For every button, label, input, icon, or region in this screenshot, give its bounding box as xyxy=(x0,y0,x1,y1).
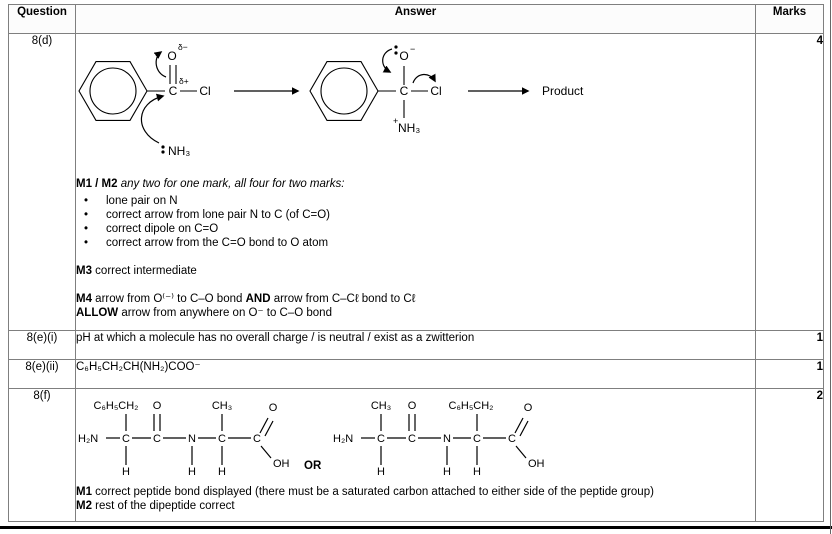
intermediate-carbon-label: C xyxy=(399,84,409,98)
h-label: H xyxy=(122,466,130,478)
marking-points-list xyxy=(76,194,755,250)
c3-label: C xyxy=(473,433,482,445)
h-label: H xyxy=(188,466,196,478)
m1-m2-criteria: any two for one mark, all four for two marks: xyxy=(117,178,345,190)
dipeptide-structure-b xyxy=(331,395,549,481)
list-item: • lone pair on N xyxy=(76,194,755,208)
m1-line xyxy=(76,485,755,499)
question-number-8f: 8(f) xyxy=(9,389,76,522)
page-bottom-rule xyxy=(0,526,832,529)
question-number-8d: 8(d) xyxy=(9,34,76,331)
allow-line xyxy=(76,306,755,320)
chlorine-label: Cl xyxy=(199,84,211,98)
h-label: H xyxy=(473,466,482,478)
m1-text: correct peptide bond displayed (there must be a saturated carbon attached to either side of the peptide group) xyxy=(91,486,654,498)
m3-code: M3 xyxy=(76,265,92,277)
m2-code: M2 xyxy=(76,500,92,512)
curly-arrow-o-to-co-bond xyxy=(383,49,392,72)
reaction-mechanism-diagram xyxy=(76,39,616,167)
c4-label: C xyxy=(508,433,517,445)
curly-arrow-ccl-to-cl xyxy=(413,74,435,83)
table-row-8f xyxy=(9,389,824,522)
m4-line xyxy=(76,292,755,306)
benzene-ring-intermediate xyxy=(310,62,396,121)
answer-cell-8ei: pH at which a molecule has no overall charge / is neutral / exist as a zwitterion xyxy=(76,331,756,360)
mark-scheme-table xyxy=(8,4,824,522)
amine-label: H₂N xyxy=(333,433,354,445)
dipeptide-structure-a xyxy=(76,395,294,481)
m4-code: M4 xyxy=(76,293,92,305)
delta-minus-label: δ− xyxy=(178,42,188,52)
c3-label: C xyxy=(218,433,226,445)
side-chain-1-label: C₆H₅CH₂ xyxy=(93,400,139,412)
m4-text-1: arrow from O⁽⁻⁾ to C–O bond xyxy=(91,293,246,305)
h-label: H xyxy=(377,466,386,478)
m2-line xyxy=(76,499,755,513)
marks-column-header: Marks xyxy=(756,5,824,34)
question-number-8ei: 8(e)(i) xyxy=(9,331,76,360)
oxygen-label: O xyxy=(167,49,177,63)
m4-and: AND xyxy=(245,293,271,305)
n-label: N xyxy=(188,433,196,445)
oxygen-negative-charge: − xyxy=(410,44,416,54)
marks-value-8ei: 1 xyxy=(756,331,824,360)
c2-label: C xyxy=(153,433,161,445)
m1-m2-code: M1 / M2 xyxy=(76,178,118,190)
marks-value-8eii: 1 xyxy=(756,360,824,389)
question-column-header: Question xyxy=(9,5,76,34)
product-label: Product xyxy=(542,84,584,98)
question-number-8eii: 8(e)(ii) xyxy=(9,360,76,389)
list-item: • correct arrow from lone pair N to C (of C=O) xyxy=(76,208,755,222)
answer-cell-8d xyxy=(76,34,756,331)
marks-value-8f: 2 xyxy=(756,389,824,522)
c2-label: C xyxy=(408,433,417,445)
m2-text: rest of the dipeptide correct xyxy=(91,500,235,512)
page-right-rule xyxy=(830,0,831,534)
delta-plus-label: δ+ xyxy=(179,76,189,86)
c1-label: C xyxy=(377,433,386,445)
side-chain-1-label: CH₃ xyxy=(371,400,392,412)
h-label: H xyxy=(218,466,226,478)
marks-value-8d: 4 xyxy=(756,34,824,331)
ammonium-label: NH₃ xyxy=(398,121,421,135)
intermediate-chlorine-label: Cl xyxy=(430,84,442,98)
acid-o-label: O xyxy=(523,402,533,414)
c4-label: C xyxy=(253,433,261,445)
benzene-ring xyxy=(79,62,165,121)
ammonia-lone-pair-icon xyxy=(161,145,164,153)
list-item: • correct dipole on C=O xyxy=(76,222,755,236)
carbonyl-o-label: O xyxy=(152,400,162,412)
m1-code: M1 xyxy=(76,486,92,498)
m3-line xyxy=(76,264,755,278)
curly-arrow-nh3-to-c xyxy=(141,96,163,143)
allow-code: ALLOW xyxy=(76,307,119,319)
answer-cell-8f xyxy=(76,389,756,522)
table-row-8ei xyxy=(9,331,824,360)
oxygen-lone-pair-icon xyxy=(394,45,397,54)
m1-m2-heading xyxy=(76,177,755,191)
list-item: • correct arrow from the C=O bond to O atom xyxy=(76,236,755,250)
or-label: OR xyxy=(304,460,322,472)
dipeptide-structures xyxy=(76,395,755,481)
side-chain-2-label: C₆H₅CH₂ xyxy=(448,400,494,412)
table-row-8d xyxy=(9,34,824,331)
m3-text: correct intermediate xyxy=(91,265,197,277)
header-row xyxy=(9,5,824,34)
h-label: H xyxy=(443,466,452,478)
answer-cell-8eii: C₆H₅CH₂CH(NH₂)COO⁻ xyxy=(76,360,756,389)
ammonium-plus-charge: + xyxy=(393,116,399,126)
oh-label: OH xyxy=(273,458,290,470)
acid-o-label: O xyxy=(268,402,278,414)
curly-arrow-co-to-o xyxy=(156,52,166,77)
n-label: N xyxy=(443,433,452,445)
c1-label: C xyxy=(122,433,130,445)
amine-label: H₂N xyxy=(78,433,99,445)
oh-label: OH xyxy=(528,458,545,470)
side-chain-2-label: CH₃ xyxy=(211,400,233,412)
table-row-8eii xyxy=(9,360,824,389)
carbon-label: C xyxy=(168,84,178,98)
answer-column-header: Answer xyxy=(76,5,756,34)
carbonyl-o-label: O xyxy=(407,400,417,412)
allow-text: arrow from anywhere on O⁻ to C–O bond xyxy=(118,307,332,319)
intermediate-oxygen-label: O xyxy=(399,49,409,63)
m4-text-2: arrow from C–Cℓ bond to Cℓ xyxy=(270,293,416,305)
ammonia-label: NH₃ xyxy=(168,144,191,158)
